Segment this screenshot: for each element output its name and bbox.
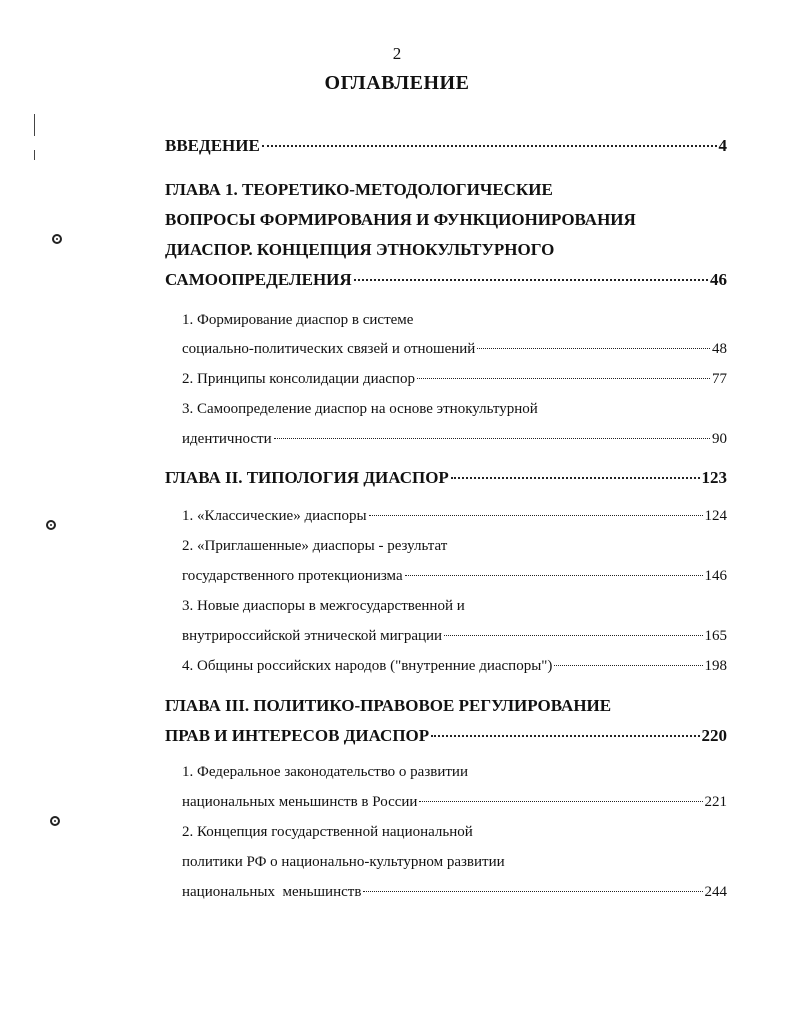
toc-section-2-3-line-1: 3. Новые диаспоры в межгосударственной и xyxy=(182,598,465,614)
dot-leader xyxy=(274,438,710,439)
page-number: 2 xyxy=(392,44,402,63)
toc-entry-section-2-4[interactable] xyxy=(182,658,727,682)
toc-page-number: 124 xyxy=(704,508,727,524)
toc-section-3-1-line-1: 1. Федеральное законодательство о развитии xyxy=(182,764,468,780)
dot-leader xyxy=(444,635,702,636)
toc-chapter-3-line-1: ГЛАВА III. ПОЛИТИКО-ПРАВОВОЕ РЕГУЛИРОВАНИЕ xyxy=(165,696,612,715)
toc-chapter-1-line-2: ВОПРОСЫ ФОРМИРОВАНИЯ И ФУНКЦИОНИРОВАНИЯ xyxy=(165,210,636,229)
toc-entry-section-1-3[interactable] xyxy=(182,431,727,455)
dot-leader xyxy=(369,515,703,516)
toc-entry-label: национальных меньшинств xyxy=(182,884,362,900)
toc-entry-section-2-2[interactable] xyxy=(182,568,727,592)
dot-leader xyxy=(363,891,702,892)
toc-page-number: 90 xyxy=(712,431,727,447)
dot-leader xyxy=(451,477,700,479)
toc-entry-label: национальных меньшинств в России xyxy=(182,794,418,810)
toc-entry-section-1-1[interactable] xyxy=(182,341,727,365)
toc-entry-label: ГЛАВА II. ТИПОЛОГИЯ ДИАСПОР xyxy=(165,468,449,487)
toc-entry-chapter-1[interactable] xyxy=(165,270,727,294)
toc-chapter-1-line-3: ДИАСПОР. КОНЦЕПЦИЯ ЭТНОКУЛЬТУРНОГО xyxy=(165,240,555,259)
toc-entry-section-3-1[interactable] xyxy=(182,794,727,818)
toc-title: ОГЛАВЛЕНИЕ xyxy=(324,72,470,94)
toc-entry-section-3-2[interactable] xyxy=(182,884,727,908)
toc-entry-label: САМООПРЕДЕЛЕНИЯ xyxy=(165,270,352,289)
toc-page-number: 4 xyxy=(718,136,727,155)
toc-page-number: 165 xyxy=(704,628,727,644)
toc-entry-label: социально-политических связей и отношений xyxy=(182,341,476,357)
toc-entry-label: внутрироссийской этнической миграции xyxy=(182,628,443,644)
toc-entry-chapter-3[interactable] xyxy=(165,726,727,750)
toc-page-number: 48 xyxy=(712,341,727,357)
toc-entry-label: 4. Общины российских народов ("внутренние диаспоры") xyxy=(182,658,553,674)
toc-page-number: 146 xyxy=(704,568,727,584)
toc-section-1-3-line-1: 3. Самоопределение диаспор на основе этнокультурной xyxy=(182,401,538,417)
toc-entry-chapter-2[interactable] xyxy=(165,468,727,492)
dot-leader xyxy=(431,735,699,737)
toc-page-number: 46 xyxy=(710,270,727,289)
toc-entry-introduction[interactable] xyxy=(165,136,727,160)
dot-leader xyxy=(405,575,703,576)
toc-page-number: 244 xyxy=(704,884,727,900)
dot-leader xyxy=(554,665,702,666)
dot-leader xyxy=(419,801,702,802)
toc-entry-label: идентичности xyxy=(182,431,272,447)
toc-entry-label: 2. Принципы консолидации диаспор xyxy=(182,371,415,387)
toc-section-1-1-line-1: 1. Формирование диаспор в системе xyxy=(182,312,414,328)
toc-entry-section-1-2[interactable] xyxy=(182,371,727,395)
dot-leader xyxy=(262,145,717,147)
toc-chapter-1-line-1: ГЛАВА 1. ТЕОРЕТИКО-МЕТОДОЛОГИЧЕСКИЕ xyxy=(165,180,553,199)
toc-page-number: 198 xyxy=(704,658,727,674)
toc-entry-section-2-1[interactable] xyxy=(182,508,727,532)
toc-section-3-2-line-2: политики РФ о национально-культурном развитии xyxy=(182,854,505,870)
toc-entry-label: государственного протекционизма xyxy=(182,568,403,584)
dot-leader xyxy=(417,378,710,379)
toc-section-2-2-line-1: 2. «Приглашенные» диаспоры - результат xyxy=(182,538,448,554)
toc-page-number: 123 xyxy=(701,468,727,487)
toc-entry-label: ВВЕДЕНИЕ xyxy=(165,136,260,155)
toc-entry-label: 1. «Классические» диаспоры xyxy=(182,508,367,524)
dot-leader xyxy=(354,279,708,281)
dot-leader xyxy=(477,348,710,349)
toc-entry-section-2-3[interactable] xyxy=(182,628,727,652)
toc-page-number: 221 xyxy=(704,794,727,810)
toc-entry-label: ПРАВ И ИНТЕРЕСОВ ДИАСПОР xyxy=(165,726,430,745)
toc-page-number: 77 xyxy=(712,371,727,387)
toc-section-3-2-line-1: 2. Концепция государственной национальной xyxy=(182,824,473,840)
toc-page-number: 220 xyxy=(701,726,727,745)
